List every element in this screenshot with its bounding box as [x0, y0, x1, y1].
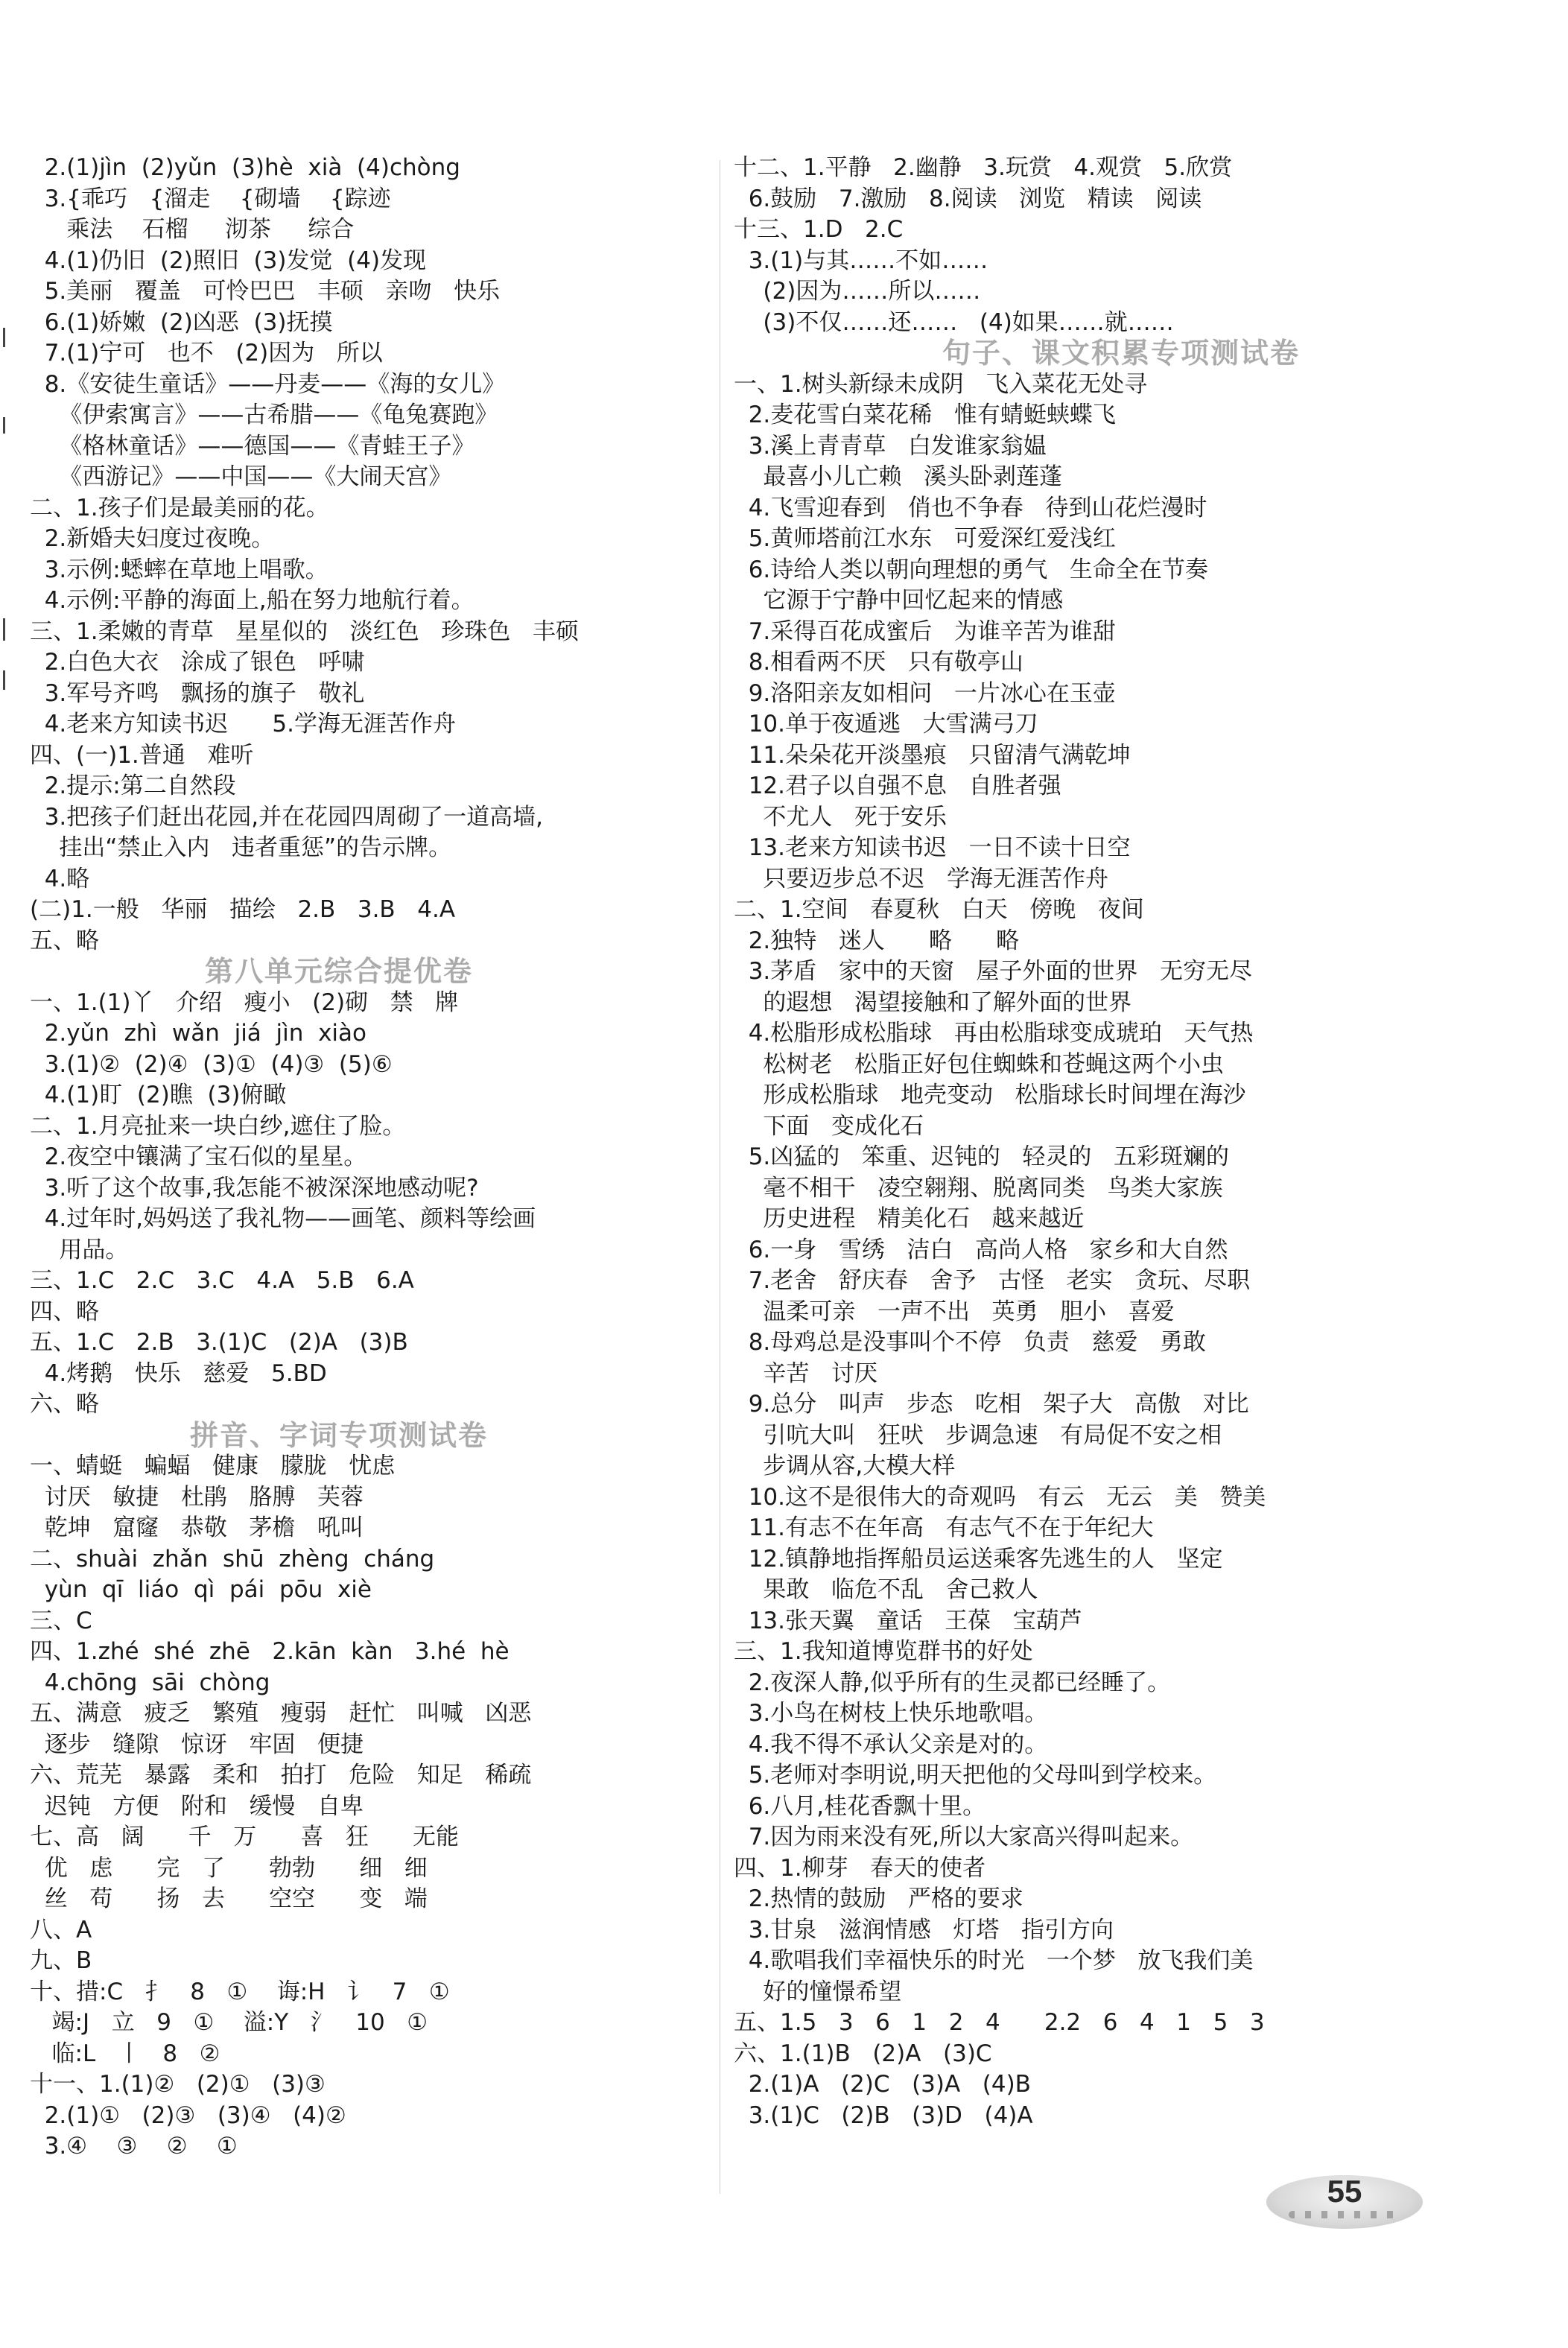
answer-line: 3.(1)② (2)④ (3)① (4)③ (5)⑥ — [30, 1050, 393, 1078]
answer-line: 3.听了这个故事,我怎能不被深深地感动呢? — [30, 1174, 479, 1202]
answer-line: 5.老师对李明说,明天把他的父母叫到学校来。 — [734, 1762, 1217, 1789]
answer-line: 11.朵朵花开淡墨痕 只留清气满乾坤 — [734, 741, 1131, 769]
answer-line: 《西游记》——中国——《大闹天宫》 — [30, 463, 452, 490]
answer-line: 2.提示:第二自然段 — [30, 772, 236, 799]
answer-line: 9.洛阳亲友如相问 一片冰心在玉壶 — [734, 679, 1116, 707]
left-answer-column — [30, 153, 715, 2163]
answer-line: 五、1.C 2.B 3.(1)C (2)A (3)B — [30, 1329, 408, 1356]
answer-line: 四、(一)1.普通 难听 — [30, 741, 254, 769]
answer-line: 的遐想 渴望接触和了解外面的世界 — [734, 989, 1131, 1016]
answer-line: 2.白色大衣 涂成了银色 呼啸 — [30, 649, 365, 676]
answer-line: 10.单于夜遁逃 大雪满弓刀 — [734, 711, 1038, 737]
answer-line: 八、A — [30, 1916, 92, 1944]
answer-line: 二、1.月亮扯来一块白纱,遮住了脸。 — [30, 1112, 406, 1140]
answer-line: 2.麦花雪白菜花稀 惟有蜻蜓蛱蝶飞 — [734, 402, 1116, 428]
answer-line: 六、1.(1)B (2)A (3)C — [734, 2040, 992, 2067]
answer-line: 4.(1)盯 (2)瞧 (3)俯瞰 — [30, 1082, 287, 1108]
answer-line: 六、荒芜 暴露 柔和 拍打 危险 知足 稀疏 — [30, 1762, 532, 1789]
answer-line: 8.母鸡总是没事叫个不停 负责 慈爱 勇敢 — [734, 1329, 1206, 1356]
answer-line: (3)不仅……还…… (4)如果……就…… — [734, 308, 1174, 336]
answer-line: 5.凶猛的 笨重、迟钝的 轻灵的 五彩斑斓的 — [734, 1143, 1229, 1170]
answer-line: 竭:J 立 9 ① 溢:Y 氵 10 ① — [30, 2009, 428, 2036]
answer-line: 一、1.(1)丫 介绍 瘦小 (2)砌 禁 牌 — [30, 989, 459, 1016]
answer-line: 四、略 — [30, 1298, 99, 1325]
answer-line: 4.(1)仍旧 (2)照旧 (3)发觉 (4)发现 — [30, 247, 427, 274]
answer-line: 五、1.5 3 6 1 2 4 2.2 6 4 1 5 3 — [734, 2009, 1265, 2036]
answer-line: 十三、1.D 2.C — [734, 216, 904, 243]
answer-line: 2.夜空中镶满了宝石似的星星。 — [30, 1143, 367, 1170]
answer-line: 它源于宁静中回忆起来的情感 — [734, 587, 1064, 614]
section-heading: 第八单元综合提优卷 — [204, 955, 473, 988]
answer-line: 6.诗给人类以朝向理想的勇气 生命全在节奏 — [734, 556, 1208, 583]
answer-line: 引吭大叫 狂吠 步调急速 有局促不安之相 — [734, 1421, 1222, 1449]
answer-line: 4.过年时,妈妈送了我礼物——画笔、颜料等绘画 — [30, 1205, 536, 1232]
answer-line: 4.chōng sāi chòng — [30, 1669, 270, 1696]
answer-line: 7.(1)宁可 也不 (2)因为 所以 — [30, 340, 383, 367]
answer-line: 二、shuài zhǎn shū zhèng cháng — [30, 1545, 435, 1573]
answer-line: 一、1.树头新绿未成阴 飞入菜花无处寻 — [734, 370, 1148, 398]
answer-line: 4.略 — [30, 865, 90, 892]
answer-line: 4.松脂形成松脂球 再由松脂球变成琥珀 天气热 — [734, 1020, 1254, 1047]
margin-mark — [3, 670, 14, 690]
section-heading: 拼音、字词专项测试卷 — [189, 1418, 488, 1452]
badge-dots-decoration — [1289, 2211, 1400, 2218]
answer-line: 4.示例:平静的海面上,船在努力地航行着。 — [30, 587, 474, 614]
answer-line: 毫不相干 凌空翱翔、脱离同类 鸟类大家族 — [734, 1174, 1223, 1202]
answer-line: 历史进程 精美化石 越来越近 — [734, 1205, 1085, 1232]
answer-line: 三、C — [30, 1607, 92, 1634]
answer-line: 12.君子以自强不息 自胜者强 — [734, 772, 1061, 799]
margin-mark — [3, 417, 14, 434]
answer-line: 12.镇静地指挥船员运送乘客先逃生的人 坚定 — [734, 1545, 1223, 1573]
answer-line: 松树老 松脂正好包住蜘蛛和苍蝇这两个小虫 — [734, 1050, 1224, 1078]
margin-mark — [3, 328, 14, 347]
answer-line: 临:L 丨 8 ② — [30, 2040, 220, 2067]
answer-line: 9.总分 叫声 步态 吃相 架子大 高傲 对比 — [734, 1391, 1249, 1418]
answer-line: 6.鼓励 7.激励 8.阅读 浏览 精读 阅读 — [734, 185, 1202, 212]
answer-line: 6.一身 雪绣 洁白 高尚人格 家乡和大自然 — [734, 1236, 1228, 1263]
answer-line: 2.热情的鼓励 严格的要求 — [734, 1885, 1023, 1912]
answer-line: (二)1.一般 华丽 描绘 2.B 3.B 4.A — [30, 896, 456, 923]
answer-line: 7.老舍 舒庆春 舍予 古怪 老实 贪玩、尽职 — [734, 1267, 1251, 1294]
answer-line: 好的憧憬希望 — [734, 1978, 902, 2005]
answer-line: 4.飞雪迎春到 俏也不争春 待到山花烂漫时 — [734, 494, 1207, 521]
answer-line: 3.溪上青青草 白发谁家翁媪 — [734, 432, 1047, 460]
binding-margin — [0, 0, 15, 2348]
answer-line: 九、B — [30, 1947, 92, 1974]
answer-line: 7.因为雨来没有死,所以大家高兴得叫起来。 — [734, 1824, 1194, 1850]
answer-line: 用品。 — [30, 1236, 129, 1263]
answer-line: 3.{乖巧 {溜走 {砌墙 {踪迹 — [30, 185, 391, 212]
answer-line: 3.④ ③ ② ① — [30, 2133, 238, 2160]
answer-line: 3.军号齐鸣 飘扬的旗子 敬礼 — [30, 679, 365, 707]
answer-line: 一、蜻蜓 蝙蝠 健康 朦胧 忧虑 — [30, 1453, 396, 1479]
answer-line: 8.相看两不厌 只有敬亭山 — [734, 649, 1023, 676]
answer-line: 四、1.zhé shé zhē 2.kān kàn 3.hé hè — [30, 1638, 510, 1665]
answer-line: 三、1.柔嫩的青草 星星似的 淡红色 珍珠色 丰硕 — [30, 618, 579, 645]
answer-line: 讨厌 敏捷 杜鹃 胳膊 芙蓉 — [30, 1483, 364, 1511]
answer-line: 十二、1.平静 2.幽静 3.玩赏 4.观赏 5.欣赏 — [734, 154, 1233, 181]
answer-line: 下面 变成化石 — [734, 1112, 924, 1140]
answer-line: 4.歌唱我们幸福快乐的时光 一个梦 放飞我们美 — [734, 1947, 1254, 1974]
answer-line: 十一、1.(1)② (2)① (3)③ — [30, 2071, 326, 2098]
answer-line: 5.黄师塔前江水东 可爱深红爱浅红 — [734, 525, 1116, 552]
answer-line: 3.(1)C (2)B (3)D (4)A — [734, 2101, 1033, 2129]
answer-line: 步调从容,大模大样 — [734, 1453, 956, 1479]
answer-line: 2.新婚夫妇度过夜晚。 — [30, 525, 275, 552]
answer-line: 4.烤鹅 快乐 慈爱 5.BD — [30, 1359, 327, 1387]
page-number-badge — [1259, 2172, 1430, 2232]
answer-line: 挂出“禁止入内 违者重惩”的告示牌。 — [30, 834, 452, 861]
answer-line: 三、1.C 2.C 3.C 4.A 5.B 6.A — [30, 1267, 414, 1294]
right-answer-column — [734, 153, 1553, 2131]
answer-line: 二、1.空间 春夏秋 白天 傍晚 夜间 — [734, 896, 1144, 923]
answer-line: 六、略 — [30, 1391, 99, 1418]
answer-line: 11.有志不在年高 有志气不在于年纪大 — [734, 1514, 1154, 1541]
answer-line: 4.老来方知读书迟 5.学海无涯苦作舟 — [30, 711, 456, 737]
margin-mark — [3, 618, 14, 641]
answer-line: 五、满意 疲乏 繁殖 瘦弱 赶忙 叫喊 凶恶 — [30, 1700, 532, 1727]
answer-line: 13.老来方知读书迟 一日不读十日空 — [734, 834, 1131, 861]
answer-line: 迟钝 方便 附和 缓慢 自卑 — [30, 1792, 364, 1820]
answer-line: 2.yǔn zhì wǎn jiá jìn xiào — [30, 1020, 367, 1047]
answer-line: 3.(1)与其……不如…… — [734, 247, 988, 274]
answer-line: 乾坤 窟窿 恭敬 茅檐 吼叫 — [30, 1514, 364, 1541]
answer-line: 10.这不是很伟大的奇观吗 有云 无云 美 赞美 — [734, 1483, 1266, 1511]
answer-line: 四、1.柳芽 春天的使者 — [734, 1854, 986, 1882]
answer-line: 2.夜深人静,似乎所有的生灵都已经睡了。 — [734, 1669, 1171, 1696]
answer-line: 二、1.孩子们是最美丽的花。 — [30, 494, 329, 521]
answer-line: 最喜小儿亡赖 溪头卧剥莲蓬 — [734, 463, 1062, 490]
answer-line: 2.(1)A (2)C (3)A (4)B — [734, 2071, 1031, 2098]
answer-line: 乘法 石榴 沏茶 综合 — [30, 216, 355, 243]
answer-line: 三、1.我知道博览群书的好处 — [734, 1638, 1033, 1665]
answer-line: 辛苦 讨厌 — [734, 1359, 877, 1387]
section-heading: 句子、课文积累专项测试卷 — [942, 337, 1300, 369]
answer-line: 6.八月,桂花香飘十里。 — [734, 1792, 986, 1820]
answer-line: 2.(1)jìn (2)yǔn (3)hè xià (4)chòng — [30, 154, 460, 181]
answer-line: 不尤人 死于安乐 — [734, 803, 947, 831]
answer-line: 《格林童话》——德国——《青蛙王子》 — [30, 432, 475, 460]
answer-line: 只要迈步总不迟 学海无涯苦作舟 — [734, 865, 1108, 892]
answer-line: 8.《安徒生童话》——丹麦——《海的女儿》 — [30, 370, 506, 398]
answer-line: 3.茅盾 家中的天窗 屋子外面的世界 无穷无尽 — [734, 958, 1252, 985]
answer-line: 3.甘泉 滋润情感 灯塔 指引方向 — [734, 1916, 1114, 1944]
answer-line: 五、略 — [30, 927, 99, 954]
answer-line: 6.(1)娇嫩 (2)凶恶 (3)抚摸 — [30, 308, 333, 336]
answer-line: 3.示例:蟋蟀在草地上唱歌。 — [30, 556, 328, 583]
answer-line: 2.(1)① (2)③ (3)④ (4)② — [30, 2101, 346, 2129]
answer-line: yùn qī liáo qì pái pōu xiè — [30, 1576, 372, 1603]
answer-line: 3.把孩子们赶出花园,并在花园四周砌了一道高墙, — [30, 803, 543, 831]
answer-line: 2.独特 迷人 略 略 — [734, 927, 1020, 954]
answer-line: 逐步 缝隙 惊讶 牢固 便捷 — [30, 1730, 364, 1758]
answer-line: 十、措:C 扌 8 ① 诲:H 讠 7 ① — [30, 1978, 450, 2005]
answer-line: 13.张天翼 童话 王葆 宝葫芦 — [734, 1607, 1082, 1634]
answer-line: 5.美丽 覆盖 可怜巴巴 丰硕 亲吻 快乐 — [30, 278, 501, 305]
answer-line: 形成松脂球 地壳变动 松脂球长时间埋在海沙 — [734, 1082, 1246, 1108]
answer-line: 7.采得百花成蜜后 为谁辛苦为谁甜 — [734, 618, 1116, 645]
answer-line: 温柔可亲 一声不出 英勇 胆小 喜爱 — [734, 1298, 1175, 1325]
page-number: 55 — [1327, 2174, 1362, 2209]
answer-line: 果敢 临危不乱 舍己救人 — [734, 1576, 1038, 1603]
answer-line: (2)因为……所以…… — [734, 278, 981, 305]
answer-line: 4.我不得不承认父亲是对的。 — [734, 1730, 1048, 1758]
answer-line: 优 虑 完 了 勃勃 细 细 — [30, 1854, 428, 1882]
answer-line: 3.小鸟在树枝上快乐地歌唱。 — [734, 1700, 1048, 1727]
answer-line: 丝 苟 扬 去 空空 变 端 — [30, 1885, 428, 1912]
answer-line: 《伊索寓言》——古希腊——《龟兔赛跑》 — [30, 402, 498, 428]
answer-line: 七、高 阔 千 万 喜 狂 无能 — [30, 1824, 460, 1850]
